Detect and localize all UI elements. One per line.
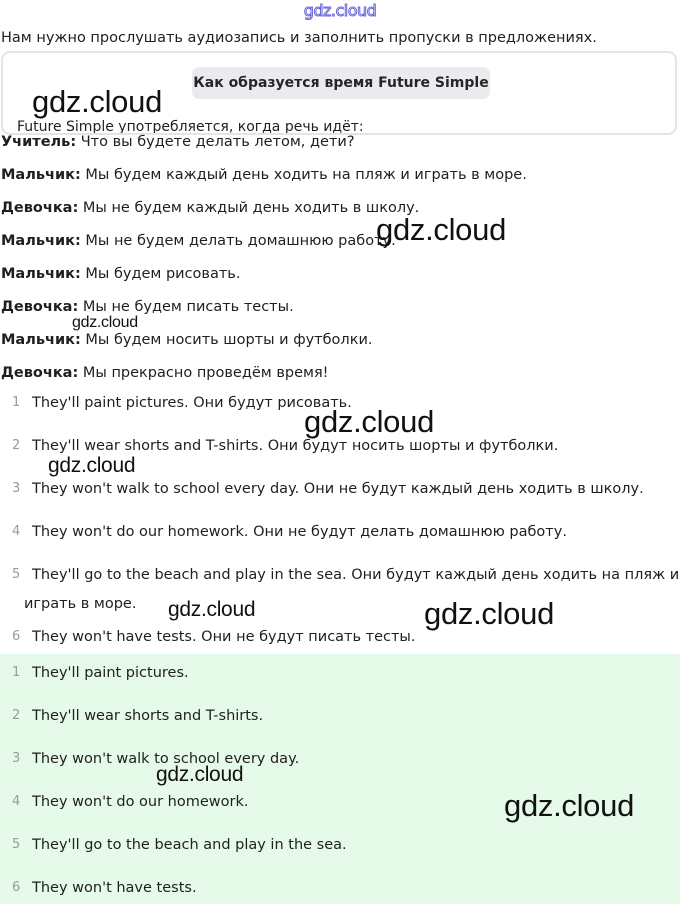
- item-text: They'll wear shorts and T-shirts. Они будут носить шорты и футболки.: [32, 438, 559, 454]
- watermark: gdz.cloud: [168, 598, 256, 621]
- dialogue-text: Мы не будем писать тесты.: [78, 299, 294, 315]
- item-text: They won't have tests. Они не будут писать тесты.: [32, 629, 416, 645]
- item-text: They'll go to the beach and play in the sea. Они будут каждый день ходить на пляж и: [32, 567, 680, 583]
- item-number: 1: [12, 665, 21, 680]
- dialogue-text: Мы будем каждый день ходить на пляж и играть в море.: [80, 167, 527, 183]
- item-number: 6: [12, 629, 21, 644]
- item-number: 6: [12, 880, 21, 895]
- item-text: They'll wear shorts and T-shirts.: [32, 708, 264, 724]
- speaker-label: Учитель:: [1, 134, 77, 150]
- top-watermark: gdz.cloud: [303, 1, 377, 20]
- dialogue-line: [1, 265, 240, 283]
- watermark: gdz.cloud: [72, 314, 138, 331]
- item-number: 3: [12, 751, 21, 766]
- item-number: 5: [12, 567, 21, 582]
- watermark: gdz.cloud: [504, 788, 635, 823]
- rule-title-button[interactable]: Как образуется время Future Simple: [192, 67, 490, 99]
- speaker-label: Мальчик:: [1, 233, 81, 249]
- speaker-label: Мальчик:: [1, 332, 81, 348]
- dialogue-line: [1, 298, 294, 316]
- watermark: gdz.cloud: [376, 212, 507, 247]
- item-number: 1: [12, 395, 21, 410]
- dialogue-text: Мы прекрасно проведём время!: [78, 365, 329, 381]
- watermark: gdz.cloud: [156, 763, 244, 786]
- item-text-continuation: играть в море.: [24, 596, 137, 612]
- speaker-label: Девочка:: [1, 365, 79, 381]
- item-text: They won't walk to school every day. Они не будут каждый день ходить в школу.: [32, 481, 644, 497]
- item-text: They won't do our homework. Они не будут делать домашнюю работу.: [32, 524, 567, 540]
- speaker-label: Мальчик:: [1, 167, 81, 183]
- item-text: They won't do our homework.: [32, 794, 249, 810]
- rule-text: Future Simple употребляется, когда речь идёт:: [17, 119, 364, 135]
- answer-panel: [0, 654, 680, 904]
- speaker-label: Девочка:: [1, 299, 79, 315]
- watermark: gdz.cloud: [48, 454, 136, 477]
- item-number: 2: [12, 438, 21, 453]
- dialogue-line: [1, 364, 329, 382]
- item-number: 5: [12, 837, 21, 852]
- item-text: They'll go to the beach and play in the sea.: [32, 837, 347, 853]
- task-instruction: Нам нужно прослушать аудиозапись и заполнить пропуски в предложениях.: [1, 30, 597, 46]
- item-number: 2: [12, 708, 21, 723]
- dialogue-line: [1, 133, 355, 151]
- dialogue-line: [1, 232, 396, 250]
- item-text: They'll paint pictures.: [32, 665, 189, 681]
- speaker-label: Девочка:: [1, 200, 79, 216]
- dialogue-text: Что вы будете делать летом, дети?: [76, 134, 355, 150]
- dialogue-line: [1, 199, 419, 217]
- item-text: They'll paint pictures. Они будут рисовать.: [32, 395, 352, 411]
- dialogue-line: [1, 166, 527, 184]
- item-text: They won't have tests.: [32, 880, 197, 896]
- item-text: They won't walk to school every day.: [32, 751, 300, 767]
- dialogue-text: Мы не будем делать домашнюю работу.: [80, 233, 396, 249]
- watermark: gdz.cloud: [304, 404, 435, 439]
- item-number: 4: [12, 794, 21, 809]
- dialogue-line: [1, 331, 373, 349]
- dialogue-text: Мы будем носить шорты и футболки.: [80, 332, 373, 348]
- item-number: 3: [12, 481, 21, 496]
- speaker-label: Мальчик:: [1, 266, 81, 282]
- dialogue-text: Мы будем рисовать.: [80, 266, 241, 282]
- watermark: gdz.cloud: [32, 84, 163, 119]
- watermark: gdz.cloud: [424, 596, 555, 631]
- item-number: 4: [12, 524, 21, 539]
- dialogue-text: Мы не будем каждый день ходить в школу.: [78, 200, 420, 216]
